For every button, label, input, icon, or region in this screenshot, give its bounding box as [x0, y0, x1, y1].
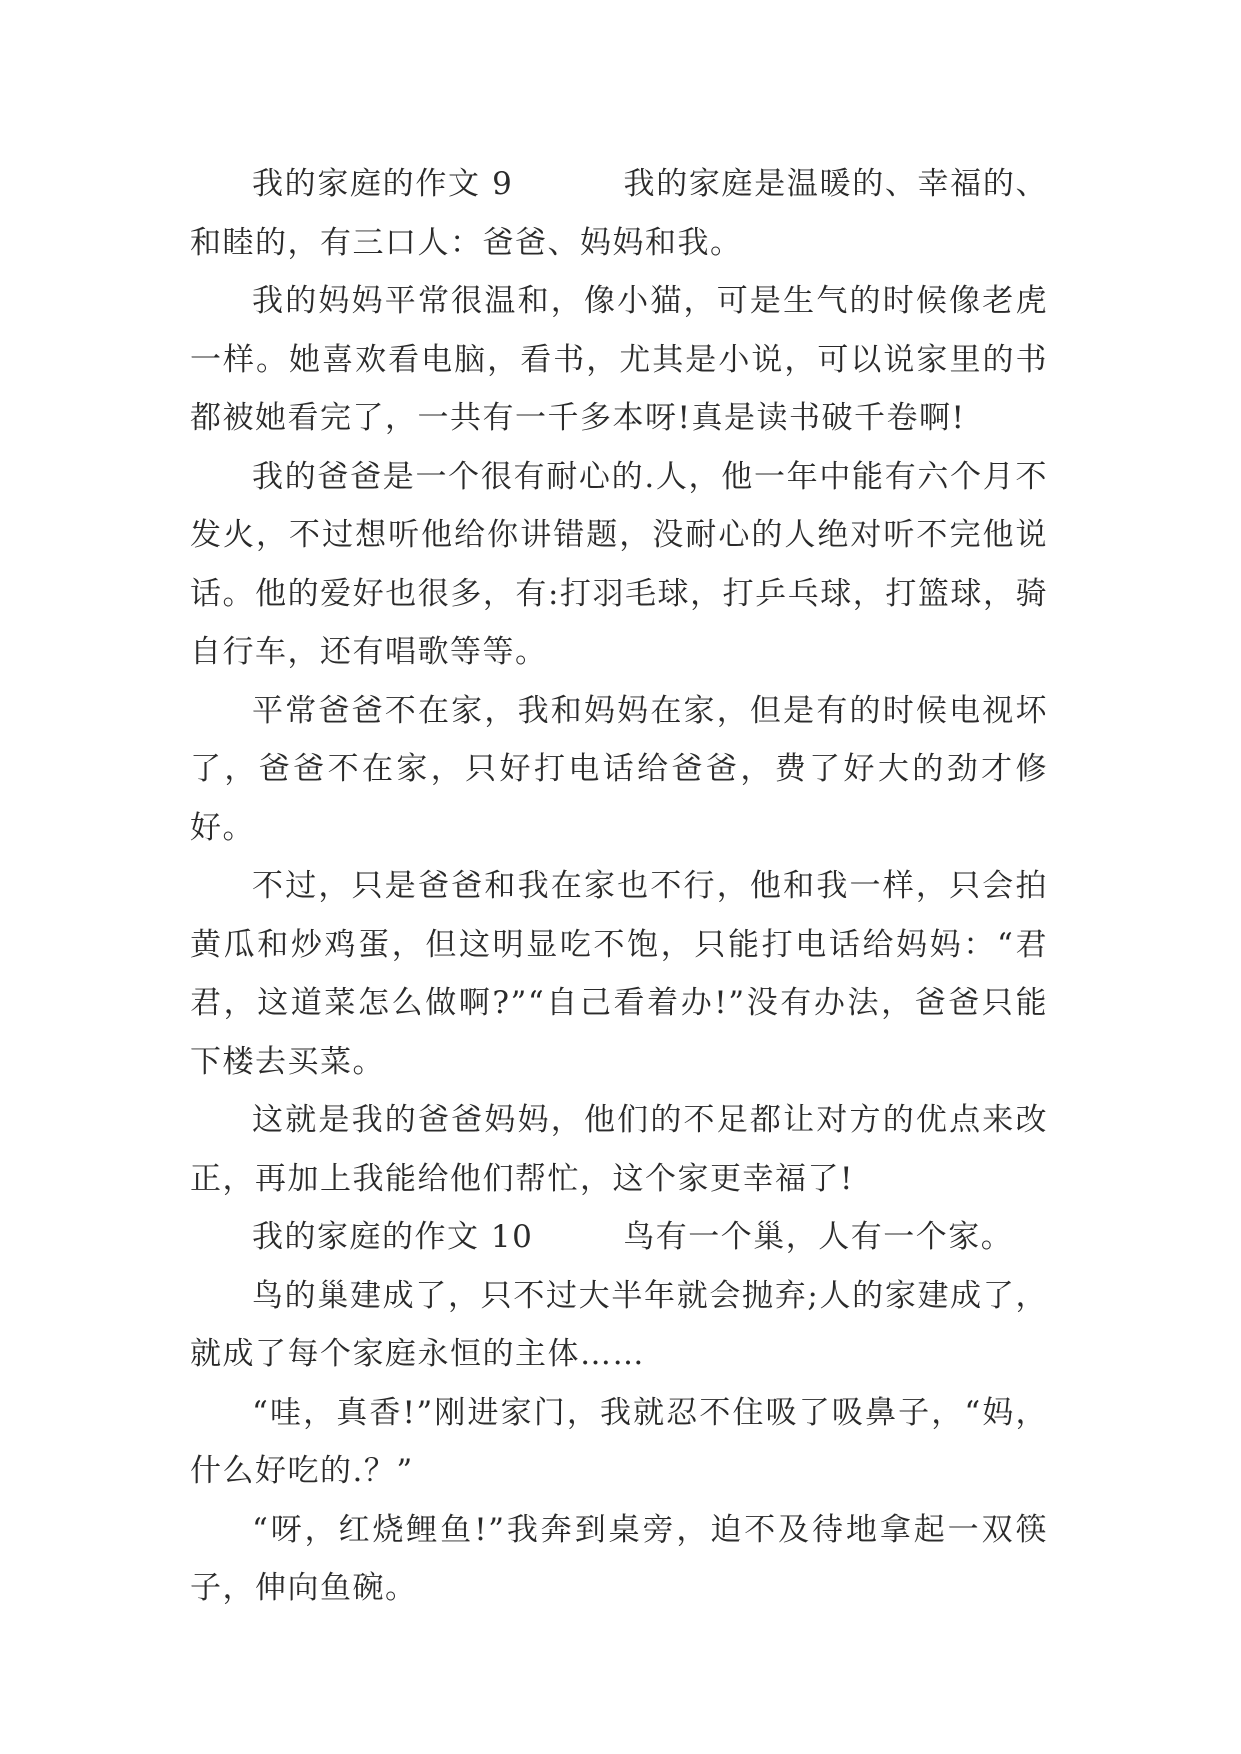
paragraph [190, 448, 1048, 682]
paragraph [190, 272, 1048, 448]
paragraph-text: 这就是我的爸爸妈妈，他们的不足都让对方的优点来改正，再加上我能给他们帮忙，这个家更幸福了! [190, 1102, 1048, 1197]
paragraph-text: 不过，只是爸爸和我在家也不行，他和我一样，只会拍黄瓜和炒鸡蛋，但这明显吃不饱，只能打电话给妈妈：“君君，这道菜怎么做啊?”“自己看着办!”没有办法，爸爸只能下楼去买菜。 [190, 868, 1048, 1080]
paragraph [190, 1501, 1048, 1618]
paragraph [190, 682, 1048, 858]
paragraph [190, 857, 1048, 1091]
document-body [190, 155, 1048, 1618]
paragraph [190, 1091, 1048, 1208]
paragraph-text: 鸟有一个巢，人有一个家。 [623, 1219, 1014, 1255]
paragraph-text: 鸟的巢建成了，只不过大半年就会抛弃;人的家建成了，就成了每个家庭永恒的主体…… [190, 1277, 1048, 1372]
paragraph-text: “呀，红烧鲤鱼!”我奔到桌旁，迫不及待地拿起一双筷子，伸向鱼碗。 [190, 1511, 1048, 1606]
paragraph-text: “哇，真香!”刚进家门，我就忍不住吸了吸鼻子，“妈，什么好吃的.？” [190, 1394, 1048, 1489]
paragraph [190, 1267, 1048, 1384]
paragraph [190, 1208, 1048, 1267]
section-heading: 我的家庭的作文 9 [252, 166, 514, 202]
paragraph-text: 我的妈妈平常很温和，像小猫，可是生气的时候像老虎一样。她喜欢看电脑，看书，尤其是小说，可以说家里的书都被她看完了，一共有一千多本呀!真是读书破千卷啊! [190, 283, 1048, 436]
paragraph-text: 我的爸爸是一个很有耐心的.人，他一年中能有六个月不发火，不过想听他给你讲错题，没耐心的人绝对听不完他说话。他的爱好也很多，有:打羽毛球，打乒乓球，打篮球，骑自行车，还有唱歌等等。 [190, 458, 1048, 670]
paragraph-text: 我的家庭是温暖的、幸福的、和睦的，有三口人：爸爸、妈妈和我。 [190, 166, 1049, 261]
paragraph [190, 155, 1048, 272]
paragraph-text: 平常爸爸不在家，我和妈妈在家，但是有的时候电视坏了，爸爸不在家，只好打电话给爸爸，费了好大的劲才修好。 [190, 692, 1048, 846]
paragraph [190, 1384, 1048, 1501]
section-heading: 我的家庭的作文 10 [252, 1219, 534, 1255]
